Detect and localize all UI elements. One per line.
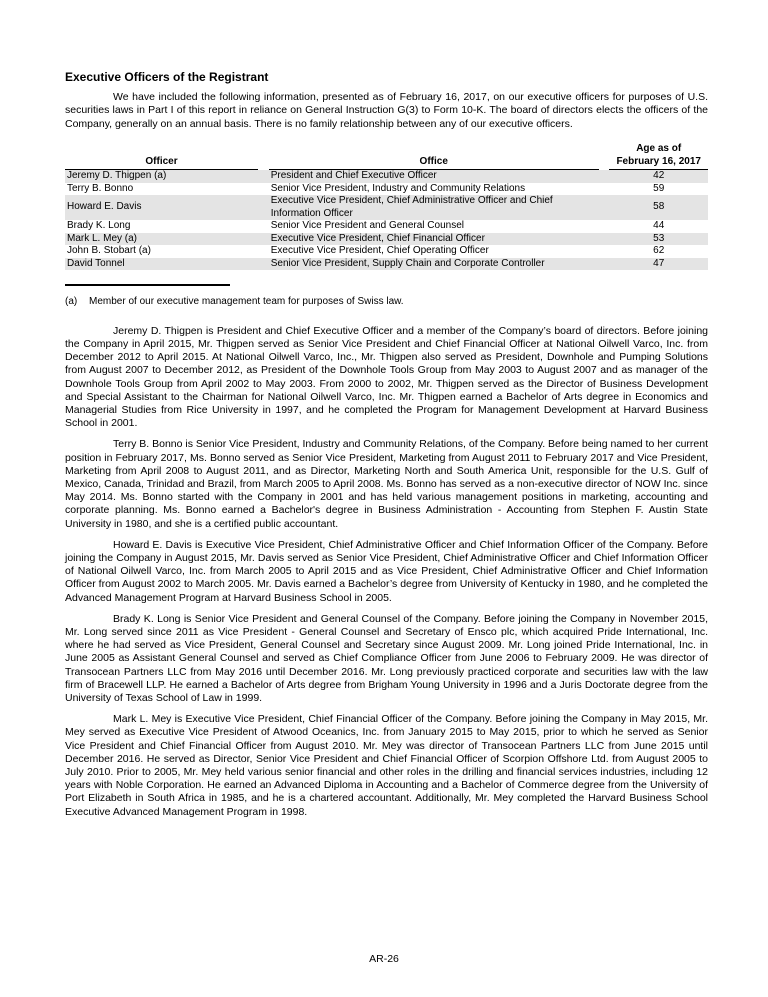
column-spacer [599, 258, 610, 271]
bio-paragraph-bonno: Terry B. Bonno is Senior Vice President, Industry and Community Relations, of the Company. Before being named to her current position in February 2017, Ms. Bonno served as Senior Vice President, Marketing from August 2011 to February 2017 and Vice President, Marketing from April 2008 to August 2011, and as Director, Marketing North and South America Unit, responsible for the U.S. Gulf of Mexico, Canada, Trinidad and Brazil, from March 2005 to April 2008. Ms. Bonno has served as a non-executive director of NOW Inc. since May 2014. Ms. Bonno started with the Company in 2001 and has held various management positions in marketing, accounting and corporate planning. Ms. Bonno earned a Bachelor's degree in Business Administration - Accounting from Stephen F. Austin State University in 1980, and she is a certified public accountant. [65, 438, 708, 530]
bio-paragraph-long: Brady K. Long is Senior Vice President and General Counsel of the Company. Before joining the Company in November 2015, Mr. Long served since 2011 as Vice President - General Counsel and Secretary of Ensco plc, which acquired Pride International, Inc. where he had served as Vice President, General Counsel and Secretary since August 2009. Mr. Long joined Pride International, Inc. in June 2005 as Assistant General Counsel and served as Chief Compliance Officer from June 2006 to February 2009. He was director of Transocean Partners LLC from May 2016 until December 2016. Mr. Long previously practiced corporate and securities law with the law firm of Bracewell LLP. He earned a Bachelor of Arts degree from Brigham Young University in 1996 and a Juris Doctorate degree from the University of Texas School of Law in 1999. [65, 612, 708, 704]
table-row [65, 245, 708, 258]
table-header-row [65, 143, 708, 170]
column-spacer [599, 233, 610, 246]
age-cell: 42 [653, 170, 665, 182]
table-row [65, 233, 708, 246]
office-cell: Executive Vice President, Chief Financial Officer [270, 232, 485, 244]
officers-table [65, 143, 708, 270]
officer-name-cell: Howard E. Davis [67, 201, 142, 213]
column-spacer [258, 245, 269, 258]
bio-paragraph-davis: Howard E. Davis is Executive Vice President, Chief Administrative Officer and Chief Information Officer of the Company. Before joining the Company in August 2015, Mr. Davis served as Senior Vice President, Chief Administrative Officer and Chief Information Officer of National Oilwell Varco, Inc. from March 2005 to April 2015 and as Vice President, Chief Administrative Officer and Chief Information Officer from August 2002 to March 2005. Mr. Davis earned a Bachelor’s degree from University of Kentucky in 1980, and he completed the Advanced Management Program at Harvard Business School in 2005. [65, 538, 708, 604]
officer-name-cell: David Tonnel [67, 257, 125, 269]
officer-name-cell: John B. Stobart (a) [67, 245, 151, 257]
officer-name-cell: Brady K. Long [67, 220, 131, 232]
age-header-line1: Age as of [636, 143, 682, 155]
column-spacer [258, 258, 269, 271]
column-spacer [599, 183, 610, 196]
age-cell: 47 [653, 257, 665, 269]
table-row [65, 170, 708, 183]
column-spacer [599, 195, 610, 220]
table-row [65, 195, 708, 220]
column-spacer [599, 245, 610, 258]
page-number: AR-26 [369, 953, 399, 965]
column-header-age [609, 143, 708, 170]
column-header-officer: Officer [65, 143, 258, 170]
age-cell: 58 [653, 201, 665, 213]
footnote-divider [65, 284, 230, 286]
office-cell: Senior Vice President and General Counsel [270, 220, 464, 232]
column-header-office: Office [269, 143, 599, 170]
column-spacer [258, 143, 269, 170]
age-cell: 53 [653, 232, 665, 244]
officer-name-cell: Mark L. Mey (a) [67, 232, 138, 244]
age-header-line2: February 16, 2017 [616, 155, 701, 167]
office-cell: President and Chief Executive Officer [270, 170, 437, 182]
column-spacer [258, 195, 269, 220]
age-cell: 44 [653, 220, 665, 232]
age-cell: 62 [653, 245, 665, 257]
table-row [65, 183, 708, 196]
bio-paragraph-thigpen: Jeremy D. Thigpen is President and Chief Executive Officer and a member of the Company’s board of directors. Before joining the Company in April 2015, Mr. Thigpen served as Senior Vice President and Chief Financial Officer at National Oilwell Varco, Inc. from December 2012 to April 2015. At National Oilwell Varco, Inc., Mr. Thigpen also served as President, Downhole and Pumping Solutions from August 2007 to December 2012, as President of the Downhole Tools Group from May 2003 to August 2007 and as manager of the Downhole Tools Group from April 2002 to May 2003. From 2000 to 2002, Mr. Thigpen served as the Director of Business Development and Special Assistant to the Chairman for National Oilwell Varco, Inc. Mr. Thigpen earned a Bachelor of Arts degree in Economics and Managerial Studies from Rice University in 1997, and he completed the Program for Management Development at Harvard Business School in 2001. [65, 324, 708, 430]
column-spacer [258, 170, 269, 183]
section-title: Executive Officers of the Registrant [65, 70, 269, 84]
column-spacer [599, 170, 610, 183]
age-cell: 59 [653, 182, 665, 194]
officer-name-cell: Jeremy D. Thigpen (a) [67, 170, 167, 182]
office-cell: Senior Vice President, Supply Chain and Corporate Controller [270, 257, 545, 269]
officer-name-cell: Terry B. Bonno [67, 182, 134, 194]
column-spacer [599, 220, 610, 233]
footnote-marker: (a) [65, 296, 78, 308]
office-cell: Senior Vice President, Industry and Community Relations [270, 182, 526, 194]
column-spacer [599, 143, 610, 170]
footnote [65, 296, 708, 309]
column-spacer [258, 233, 269, 246]
office-cell: Executive Vice President, Chief Administrative Officer and Chief Information Officer [270, 195, 553, 219]
office-cell: Executive Vice President, Chief Operating Officer [270, 245, 489, 257]
footnote-text: Member of our executive management team for purposes of Swiss law. [89, 296, 404, 308]
column-spacer [258, 220, 269, 233]
table-row [65, 258, 708, 271]
intro-paragraph: We have included the following information, presented as of February 16, 2017, on our executive officers for purposes of U.S. securities laws in Part I of this report in reliance on General Instruction G(3) to Form 10-K. The board of directors elects the officers of the Company, generally on an annual basis. There is no family relationship between any of our executive officers. [65, 91, 708, 130]
column-spacer [258, 183, 269, 196]
table-row [65, 220, 708, 233]
bio-paragraph-mey: Mark L. Mey is Executive Vice President, Chief Financial Officer of the Company. Before joining the Company in May 2015, Mr. Mey served as Executive Vice President of Atwood Oceanics, Inc. from January 2015 to May 2015, prior to which he served as Senior Vice President and Chief Financial Officer from August 2010. Mr. Mey was director of Transocean Partners LLC from June 2015 until December 2016. He served as Director, Senior Vice President and Chief Financial Officer of Scorpion Offshore Ltd. from August 2005 to July 2010. Prior to 2005, Mr. Mey held various senior financial and other roles in the drilling and financial services industries, including 12 years with Noble Corporation. He earned an Advanced Diploma in Accounting and a Bachelor of Commerce degree from the University of Port Elizabeth in South Africa in 1985, and he is a chartered accountant. Additionally, Mr. Mey completed the Harvard Business School Executive Advanced Management Program in 1998. [65, 713, 708, 818]
